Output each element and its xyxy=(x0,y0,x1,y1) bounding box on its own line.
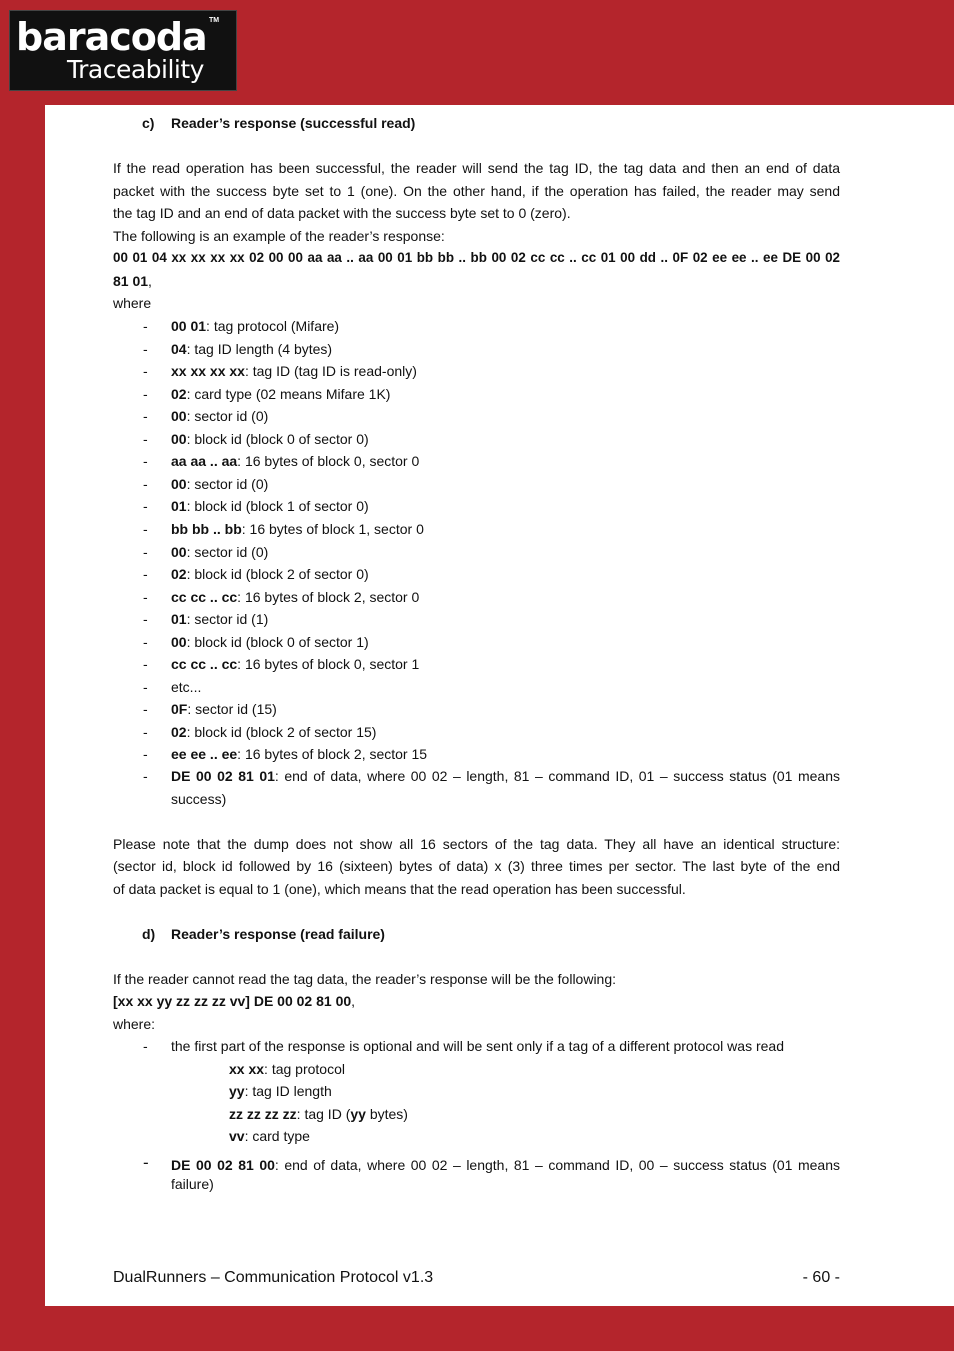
list-item xyxy=(171,317,339,335)
sub-item-desc-end: bytes) xyxy=(365,1106,408,1122)
list-item-code: 0F xyxy=(171,701,188,717)
list-item xyxy=(171,497,369,515)
list-dash: - xyxy=(143,1153,149,1172)
list-item-desc: : sector id (1) xyxy=(186,611,269,627)
list-item-code: 00 01 xyxy=(171,318,207,334)
example-line2 xyxy=(113,272,152,290)
list-dash: - xyxy=(143,453,148,469)
list-dash: - xyxy=(143,408,148,424)
section-d-number: d) xyxy=(142,926,156,942)
list-dash: - xyxy=(143,431,148,447)
list-item-desc: : tag ID (tag ID is read-only) xyxy=(244,363,417,379)
fail-first-part: the first part of the response is optional and will be sent only if a tag of a different protocol was read xyxy=(171,1038,784,1054)
list-item-code: 00 xyxy=(171,431,187,447)
list-item-desc: : block id (block 1 of sector 0) xyxy=(186,498,369,514)
list-item-desc: : 16 bytes of block 1, sector 0 xyxy=(241,521,424,537)
sub-item-code: yy xyxy=(229,1083,245,1099)
list-dash: - xyxy=(143,746,148,762)
fail-example-code: [xx xx yy zz zz zz vv] DE 00 02 81 00 xyxy=(113,993,352,1009)
list-dash: - xyxy=(143,701,148,717)
list-item-code: cc cc .. cc xyxy=(171,656,238,672)
list-item xyxy=(171,475,268,493)
logo-subtitle: Traceability xyxy=(67,55,204,84)
section-c-heading xyxy=(142,114,416,132)
list-item-code: 02 xyxy=(171,386,187,402)
list-item-desc: : block id (block 2 of sector 0) xyxy=(186,566,369,582)
para1-line3: the tag ID and an end of data packet with the success byte set to 0 (zero). xyxy=(113,205,571,221)
list-item-desc: etc... xyxy=(171,679,202,695)
sub-item-desc: : tag protocol xyxy=(264,1061,345,1077)
list-item xyxy=(171,407,268,425)
list-item-desc: : 16 bytes of block 0, sector 0 xyxy=(237,453,420,469)
list-item xyxy=(171,385,390,403)
sub-item-card-type xyxy=(229,1127,310,1145)
list-item xyxy=(171,655,419,673)
logo-tm: TM xyxy=(209,17,220,24)
list-item-code: bb bb .. bb xyxy=(171,521,242,537)
sub-item-tag-id xyxy=(229,1105,408,1123)
list-item-code: 00 xyxy=(171,476,187,492)
list-item xyxy=(171,633,369,651)
list-item-code: 04 xyxy=(171,341,187,357)
fail-intro: If the reader cannot read the tag data, the reader’s response will be the following: xyxy=(113,971,617,987)
list-dash: - xyxy=(143,679,148,695)
list-item-code: xx xx xx xx xyxy=(171,363,245,379)
example-line1: 00 01 04 xx xx xx xx 02 00 00 aa aa .. aa 00 01 bb bb .. bb 00 02 cc cc .. cc 01 00 dd .. 0F 02 ee ee .. ee DE 00 02 xyxy=(113,250,840,265)
section-c-number: c) xyxy=(142,115,155,131)
list-item-desc: : block id (block 2 of sector 15) xyxy=(186,724,377,740)
list-item-code: 01 xyxy=(171,611,187,627)
list-item xyxy=(171,362,417,380)
list-item-code: 01 xyxy=(171,498,187,514)
list-item xyxy=(171,520,424,538)
fail-end-desc: : end of data, where 00 02 – length, 81 – command ID, 00 – success status (01 means xyxy=(274,1157,840,1173)
sub-item-desc: : tag ID length xyxy=(244,1083,332,1099)
list-item-end-of-data-cont: success) xyxy=(171,791,227,807)
list-dash: - xyxy=(143,363,148,379)
para2-line2: (sector id, block id followed by 16 (sixteen) bytes of data) x (3) three times per sector. The last byte of the end xyxy=(113,858,840,874)
list-item xyxy=(171,700,277,718)
example-comma: , xyxy=(148,273,152,289)
list-item-code: ee ee .. ee xyxy=(171,746,238,762)
sub-item-code: vv xyxy=(229,1128,245,1144)
list-item xyxy=(171,723,376,741)
fail-example xyxy=(113,992,355,1010)
list-item-desc: : block id (block 0 of sector 0) xyxy=(186,431,369,447)
list-dash: - xyxy=(143,1038,148,1054)
list-dash: - xyxy=(143,768,148,784)
list-item xyxy=(171,588,419,606)
list-dash: - xyxy=(143,611,148,627)
list-item xyxy=(171,565,369,583)
list-item-desc: : 16 bytes of block 2, sector 0 xyxy=(237,589,420,605)
list-item-code: 00 xyxy=(171,544,187,560)
list-item-desc: : card type (02 means Mifare 1K) xyxy=(186,386,391,402)
list-item-desc: : sector id (0) xyxy=(186,476,269,492)
para2-line1: Please note that the dump does not show all 16 sectors of the tag data. They all have an identical structure: xyxy=(113,836,840,852)
list-item-code: 00 xyxy=(171,408,187,424)
list-dash: - xyxy=(143,476,148,492)
para2-line3: of data packet is equal to 1 (one), which means that the read operation has been successful. xyxy=(113,881,686,897)
list-item xyxy=(171,745,427,763)
list-item-end-of-data xyxy=(171,767,840,785)
list-item-desc: : sector id (15) xyxy=(187,701,277,717)
list-item xyxy=(171,543,268,561)
section-c-title: Reader’s response (successful read) xyxy=(171,115,416,131)
list-item-desc: : block id (block 0 of sector 1) xyxy=(186,634,369,650)
list-item-desc: : sector id (0) xyxy=(186,544,269,560)
where-label-2: where: xyxy=(113,1016,156,1032)
list-item-code: 00 xyxy=(171,634,187,650)
example-line2-code: 81 01 xyxy=(113,273,149,289)
fail-end-of-data xyxy=(171,1156,840,1174)
list-item xyxy=(171,678,201,696)
fail-end-of-data-cont: failure) xyxy=(171,1176,214,1192)
list-dash: - xyxy=(143,656,148,672)
list-dash: - xyxy=(143,544,148,560)
sub-item-code-inline: yy xyxy=(350,1106,366,1122)
list-dash: - xyxy=(143,589,148,605)
sub-item-length xyxy=(229,1082,332,1100)
list-dash: - xyxy=(143,724,148,740)
list-item-desc: : 16 bytes of block 2, sector 15 xyxy=(237,746,428,762)
list-item-code: 02 xyxy=(171,566,187,582)
list-dash: - xyxy=(143,521,148,537)
list-item-code: DE 00 02 81 01 xyxy=(171,768,275,784)
list-item-desc: : 16 bytes of block 0, sector 1 xyxy=(237,656,420,672)
section-d-heading xyxy=(142,925,385,943)
list-item-desc: : sector id (0) xyxy=(186,408,269,424)
sub-item-code: xx xx xyxy=(229,1061,265,1077)
list-item xyxy=(171,610,268,628)
sub-item-desc: : tag ID ( xyxy=(296,1106,351,1122)
list-dash: - xyxy=(143,318,148,334)
footer-page-number: - 60 - xyxy=(802,1269,840,1286)
sub-item-desc: : card type xyxy=(244,1128,310,1144)
list-item xyxy=(171,430,369,448)
para1-line1: If the read operation has been successful, the reader will send the tag ID, the tag data and then an end of data xyxy=(113,160,840,176)
fail-example-comma: , xyxy=(351,993,356,1009)
baracoda-logo xyxy=(9,10,237,91)
para1-line2: packet with the success byte set to 1 (one). On the other hand, if the operation has failed, the reader may send xyxy=(113,183,840,199)
footer-title: DualRunners – Communication Protocol v1.3 xyxy=(113,1269,434,1286)
sub-item-code: zz zz zz zz xyxy=(229,1106,297,1122)
list-dash: - xyxy=(143,498,148,514)
section-d-title: Reader’s response (read failure) xyxy=(171,926,385,942)
list-dash: - xyxy=(143,634,148,650)
list-item xyxy=(171,340,332,358)
list-item-desc: : tag ID length (4 bytes) xyxy=(186,341,333,357)
example-intro: The following is an example of the reader’s response: xyxy=(113,228,445,244)
list-item-code: aa aa .. aa xyxy=(171,453,238,469)
list-dash: - xyxy=(143,566,148,582)
where-label: where xyxy=(113,295,152,311)
list-dash: - xyxy=(143,386,148,402)
sub-item-protocol xyxy=(229,1060,345,1078)
list-item-desc: : end of data, where 00 02 – length, 81 – command ID, 01 – success status (01 means xyxy=(274,768,840,784)
list-item-code: cc cc .. cc xyxy=(171,589,238,605)
list-item-code: 02 xyxy=(171,724,187,740)
fail-end-code: DE 00 02 81 00 xyxy=(171,1157,275,1173)
list-item xyxy=(171,452,419,470)
list-dash: - xyxy=(143,341,148,357)
list-item-desc: : tag protocol (Mifare) xyxy=(206,318,340,334)
logo-brand: baracoda xyxy=(16,15,207,59)
